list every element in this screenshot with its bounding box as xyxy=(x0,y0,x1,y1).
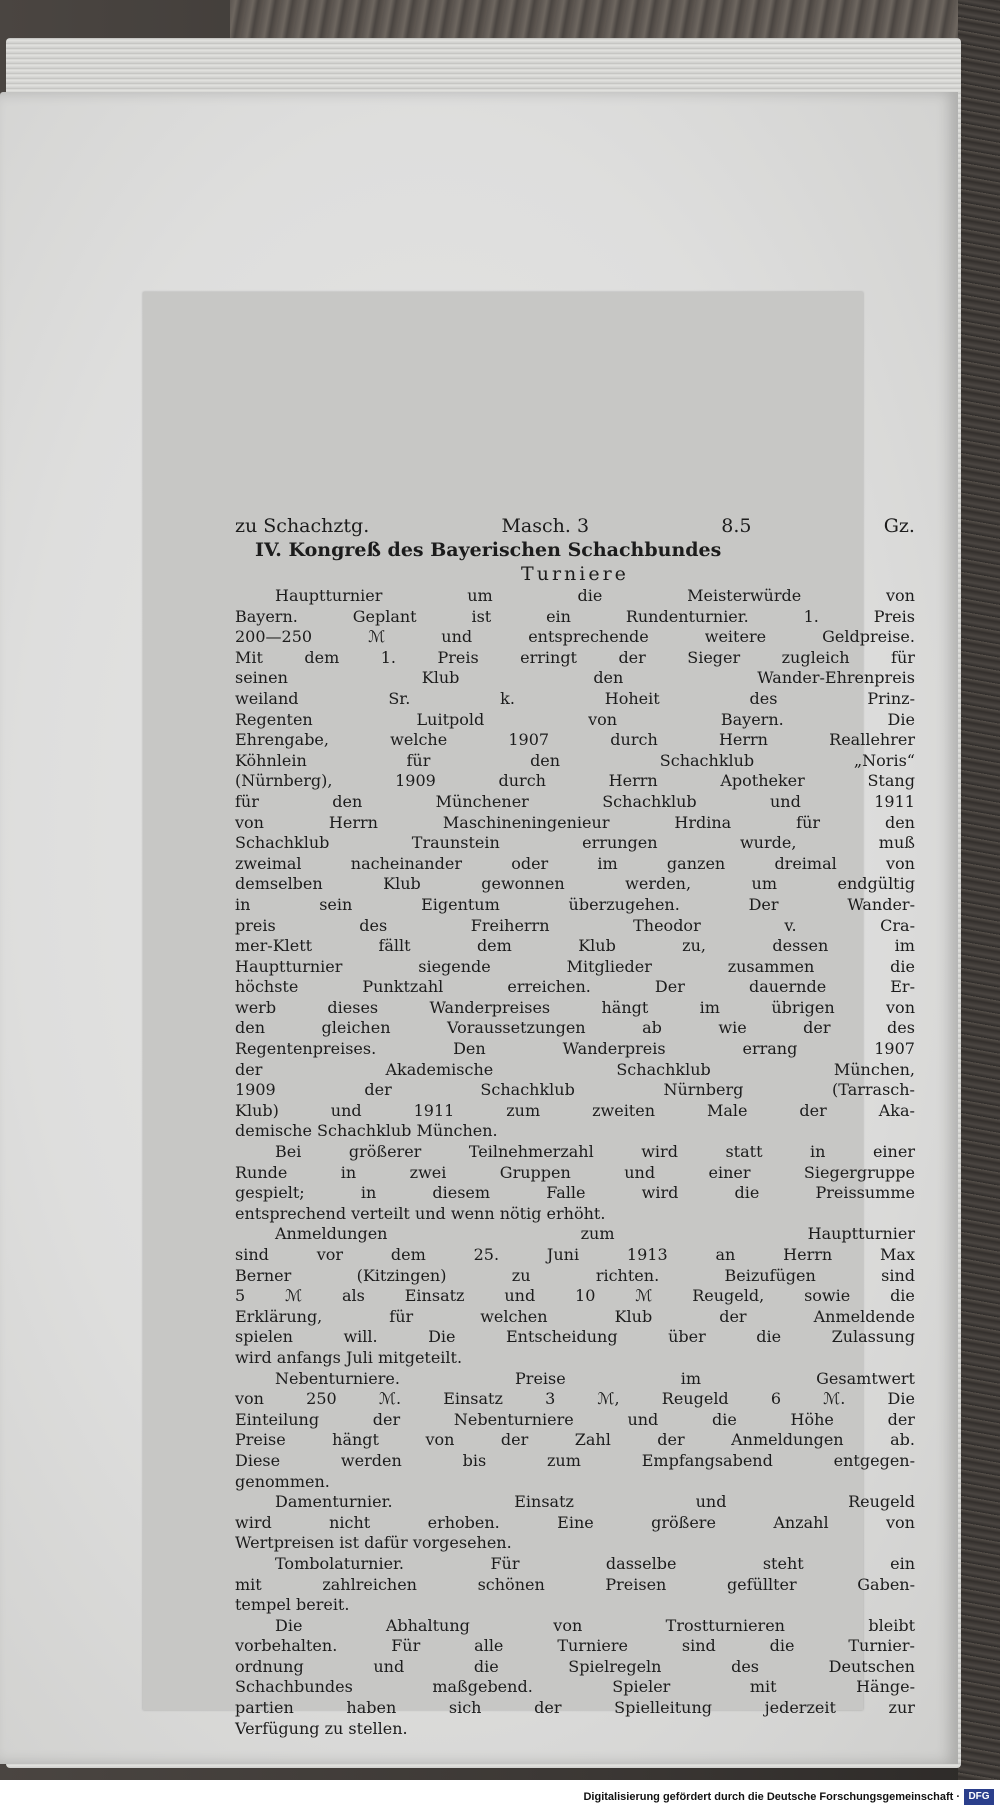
text-line: Einteilung der Nebenturniere und die Höhe der xyxy=(235,1409,915,1429)
text-line: Die Abhaltung von Trostturnieren bleibt xyxy=(275,1615,915,1635)
text-line: Erklärung, für welchen Klub der Anmeldende xyxy=(235,1306,915,1326)
text-line: mer-Klett fällt dem Klub zu, dessen im xyxy=(235,936,915,956)
text-line: 5 ℳ als Einsatz und 10 ℳ Reugeld, sowie die xyxy=(235,1286,915,1306)
text-line: demische Schachklub München. xyxy=(235,1121,498,1141)
text-line: Anmeldungen zum Hauptturnier xyxy=(275,1224,915,1244)
text-line: Damenturnier. Einsatz und Reugeld xyxy=(275,1492,915,1512)
text-line: Regenten Luitpold von Bayern. Die xyxy=(235,709,915,729)
text-line: Hauptturnier um die Meisterwürde von xyxy=(275,586,915,605)
text-line: werb dieses Wanderpreises hängt im übrigen von xyxy=(235,997,915,1017)
text-line: preis des Freiherrn Theodor v. Cra- xyxy=(235,915,915,935)
book-page xyxy=(0,92,958,1764)
book-binding xyxy=(230,0,970,38)
text-line: von Herrn Maschineningenieur Hrdina für den xyxy=(235,812,915,832)
paragraph xyxy=(235,1142,915,1224)
text-line: (Nürnberg), 1909 durch Herrn Apotheker Stang xyxy=(235,771,915,791)
text-line: Mit dem 1. Preis erringt der Sieger zugleich für xyxy=(235,647,915,667)
text-line: wird anfangs Juli mitgeteilt. xyxy=(235,1347,463,1367)
text-line: ordnung und die Spielregeln des Deutschen xyxy=(235,1656,915,1676)
text-line: Preise hängt von der Zahl der Anmeldungen ab. xyxy=(235,1430,915,1450)
header-code: Gz. xyxy=(883,515,915,537)
text-line: Schachbundes maßgebend. Spieler mit Hänge- xyxy=(235,1677,915,1697)
text-line: gespielt; in diesem Falle wird die Preissumme xyxy=(235,1183,915,1203)
footer-credit: Digitalisierung gefördert durch die Deutsche Forschungsgemeinschaft · xyxy=(583,1791,960,1803)
text-line: Runde in zwei Gruppen und einer Siegergruppe xyxy=(235,1162,915,1182)
clipping-header xyxy=(235,514,915,538)
text-line: seinen Klub den Wander-Ehrenpreis xyxy=(235,668,915,688)
clipping-title: IV. Kongreß des Bayerischen Schachbundes xyxy=(255,539,722,561)
text-line: wird nicht erhoben. Eine größere Anzahl von xyxy=(235,1512,915,1532)
text-line: von 250 ℳ. Einsatz 3 ℳ, Reugeld 6 ℳ. Die xyxy=(235,1389,915,1409)
text-line: Berner (Kitzingen) zu richten. Beizufügen sind xyxy=(235,1265,915,1285)
text-line: den gleichen Voraussetzungen ab wie der des xyxy=(235,1018,915,1038)
paragraph xyxy=(235,1369,915,1493)
text-line: sind vor dem 25. Juni 1913 an Herrn Max xyxy=(235,1245,915,1264)
text-line: 200—250 ℳ und entsprechende weitere Geldpreise. xyxy=(235,627,915,647)
text-line: spielen will. Die Entscheidung über die Zulassung xyxy=(235,1327,915,1347)
header-machine: Masch. 3 xyxy=(501,515,590,537)
dfg-logo: DFG xyxy=(964,1789,994,1805)
text-line: Klub) und 1911 zum zweiten Male der Aka- xyxy=(235,1100,915,1120)
text-line: Diese werden bis zum Empfangsabend entgegen- xyxy=(235,1450,915,1470)
text-line: höchste Punktzahl erreichen. Der dauernde Er- xyxy=(235,977,915,997)
text-line: mit zahlreichen schönen Preisen gefüllter Gaben- xyxy=(235,1574,915,1594)
text-line: für den Münchener Schachklub und 1911 xyxy=(235,791,915,811)
text-line: 1909 der Schachklub Nürnberg (Tarrasch- xyxy=(235,1080,915,1100)
paragraph xyxy=(235,1224,915,1368)
text-line: Nebenturniere. Preise im Gesamtwert xyxy=(275,1368,915,1388)
text-line: Tombolaturnier. Für dasselbe steht ein xyxy=(275,1553,915,1573)
text-line: Hauptturnier siegende Mitglieder zusammen die xyxy=(235,956,915,976)
newspaper-clipping xyxy=(143,292,915,1738)
text-line: Regentenpreises. Den Wanderpreis errang 1907 xyxy=(235,1039,915,1059)
text-line: demselben Klub gewonnen werden, um endgültig xyxy=(235,874,915,894)
text-line: partien haben sich der Spielleitung jederzeit zur xyxy=(235,1698,915,1718)
header-number: 8.5 xyxy=(721,515,752,537)
paragraph xyxy=(235,1554,915,1616)
text-line: der Akademische Schachklub München, xyxy=(235,1059,915,1079)
text-line: in sein Eigentum überzugehen. Der Wander- xyxy=(235,894,915,914)
text-line: Schachklub Traunstein errungen wurde, muß xyxy=(235,833,915,853)
text-line: Köhnlein für den Schachklub „Noris“ xyxy=(235,750,915,770)
text-line: Ehrengabe, welche 1907 durch Herrn Reallehrer xyxy=(235,730,915,750)
text-line: Verfügung zu stellen. xyxy=(235,1718,408,1738)
text-line: entsprechend verteilt und wenn nötig erhöht. xyxy=(235,1203,606,1223)
clipping-body xyxy=(235,586,915,1739)
text-line: genommen. xyxy=(235,1471,330,1491)
paragraph xyxy=(235,1492,915,1554)
text-line: vorbehalten. Für alle Turniere sind die Turnier- xyxy=(235,1636,915,1656)
paragraph xyxy=(235,1616,915,1740)
book-cover-edge xyxy=(958,0,1000,1812)
footer-bar xyxy=(0,1780,1000,1812)
clipping-text xyxy=(235,514,915,1739)
text-line: Wertpreisen ist dafür vorgesehen. xyxy=(235,1533,512,1553)
text-line: Bei größerer Teilnehmerzahl wird statt in einer xyxy=(275,1142,915,1162)
text-line: tempel bereit. xyxy=(235,1595,350,1615)
text-line: weiland Sr. k. Hoheit des Prinz- xyxy=(235,688,915,708)
text-line: zweimal nacheinander oder im ganzen dreimal von xyxy=(235,853,915,873)
header-source: zu Schachztg. xyxy=(235,515,370,537)
text-line: Bayern. Geplant ist ein Rundenturnier. 1. Preis xyxy=(235,606,915,626)
paragraph xyxy=(235,586,915,1142)
clipping-subtitle: Turniere xyxy=(521,563,629,585)
